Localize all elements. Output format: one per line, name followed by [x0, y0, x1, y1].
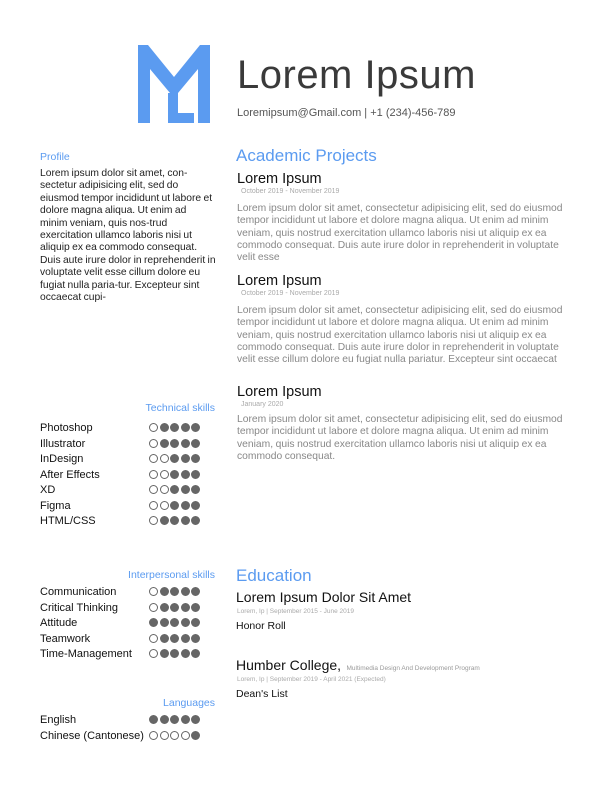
- rating-dot-empty-icon: [149, 439, 158, 448]
- rating-dot-filled-icon: [181, 634, 190, 643]
- rating-dot-filled-icon: [149, 715, 158, 724]
- rating-dot-empty-icon: [160, 470, 169, 479]
- rating-dot-empty-icon: [160, 501, 169, 510]
- project-date: October 2019 - November 2019: [241, 290, 340, 297]
- rating-dot-filled-icon: [170, 649, 179, 658]
- languages-heading: Languages: [163, 697, 215, 709]
- rating-dot-filled-icon: [170, 587, 179, 596]
- skill-row: [40, 514, 216, 530]
- skill-rating: [149, 485, 200, 494]
- project-description: Lorem ipsum dolor sit amet, consectetur adipisicing elit, sed do eiusmod tempor incididunt ut labore et dolore magna aliqua. Ut enim ad minim veniam, quis nostrud exercitation ullamco laboris nisi ut aliquip ex ea commodo consequat. Duis aute irure dolor in reprehenderit in voluptate velit esse: [237, 203, 563, 264]
- project-title: Lorem Ipsum: [237, 273, 322, 289]
- rating-dot-filled-icon: [191, 485, 200, 494]
- rating-dot-empty-icon: [149, 634, 158, 643]
- education-honor: Honor Roll: [236, 620, 286, 632]
- skill-label: XD: [40, 484, 56, 496]
- skill-label: InDesign: [40, 453, 84, 465]
- rating-dot-filled-icon: [160, 649, 169, 658]
- skill-label: Communication: [40, 586, 117, 598]
- rating-dot-filled-icon: [181, 485, 190, 494]
- skill-rating: [149, 587, 200, 596]
- skill-rating: [149, 715, 200, 724]
- rating-dot-empty-icon: [149, 649, 158, 658]
- skill-label: HTML/CSS: [40, 515, 96, 527]
- rating-dot-filled-icon: [191, 516, 200, 525]
- skill-rating: [149, 454, 200, 463]
- skill-row: [40, 421, 216, 437]
- rating-dot-filled-icon: [191, 618, 200, 627]
- rating-dot-empty-icon: [149, 501, 158, 510]
- skill-rating: [149, 634, 200, 643]
- skill-label: Photoshop: [40, 422, 93, 434]
- rating-dot-filled-icon: [160, 603, 169, 612]
- skill-rating: [149, 618, 200, 627]
- rating-dot-filled-icon: [170, 470, 179, 479]
- education-meta: Lorem, Ip | September 2019 - April 2021 (Expected): [237, 676, 386, 683]
- rating-dot-filled-icon: [191, 731, 200, 740]
- candidate-name: Lorem Ipsum: [237, 53, 476, 97]
- skill-rating: [149, 649, 200, 658]
- rating-dot-filled-icon: [160, 618, 169, 627]
- technical-skills-heading: Technical skills: [145, 402, 215, 414]
- rating-dot-filled-icon: [160, 634, 169, 643]
- rating-dot-filled-icon: [181, 618, 190, 627]
- rating-dot-empty-icon: [160, 485, 169, 494]
- skill-rating: [149, 439, 200, 448]
- rating-dot-filled-icon: [191, 439, 200, 448]
- rating-dot-filled-icon: [181, 423, 190, 432]
- profile-text: Lorem ipsum dolor sit amet, con-sectetur adipisicing elit, sed do eiusmod tempor incididunt ut labore et dolore magna aliqua. Ut enim ad minim veniam, quis nos-trud exercitation ullamco laboris nisi ut aliquip ex ea commodo consequat. Duis aute irure dolor in reprehenderit in voluptate velit esse cillum dolore eu fugiat nulla paria-tur. Excepteur sint occaecat cupi-: [40, 168, 216, 304]
- skill-row: [40, 616, 216, 632]
- skill-rating: [149, 501, 200, 510]
- skill-row: [40, 499, 216, 515]
- rating-dot-filled-icon: [170, 423, 179, 432]
- rating-dot-filled-icon: [160, 715, 169, 724]
- project-description: Lorem ipsum dolor sit amet, consectetur adipisicing elit, sed do eiusmod tempor incididunt ut labore et dolore magna aliqua. Ut enim ad minim veniam, quis nostrud exercitation ullamco laboris nisi ut aliquip ex ea commodo consequat. Duis aute irure dolor in reprehenderit in voluptate velit esse cillum dolore eu fugiat nulla pariatur. Excepteur sint occaecat: [237, 305, 563, 366]
- skill-row: [40, 585, 216, 601]
- rating-dot-filled-icon: [191, 423, 200, 432]
- rating-dot-empty-icon: [149, 470, 158, 479]
- rating-dot-filled-icon: [191, 715, 200, 724]
- project-description: Lorem ipsum dolor sit amet, consectetur adipisicing elit, sed do eiusmod tempor incididunt ut labore et dolore magna aliqua. Ut enim ad minim veniam, quis nostrud exercitation ullamco laboris nisi ut aliquip ex ea commodo consequat.: [237, 414, 563, 462]
- rating-dot-filled-icon: [191, 649, 200, 658]
- education-program: Multimedia Design And Development Program: [346, 665, 480, 672]
- rating-dot-empty-icon: [160, 731, 169, 740]
- rating-dot-filled-icon: [191, 603, 200, 612]
- rating-dot-empty-icon: [149, 731, 158, 740]
- rating-dot-filled-icon: [170, 485, 179, 494]
- education-title: Humber College,: [236, 657, 342, 673]
- rating-dot-filled-icon: [181, 439, 190, 448]
- skill-row: [40, 483, 216, 499]
- skill-label: Illustrator: [40, 437, 86, 450]
- rating-dot-filled-icon: [149, 618, 158, 627]
- skill-label: Chinese (Cantonese): [40, 729, 144, 742]
- rating-dot-filled-icon: [191, 454, 200, 463]
- project-title: Lorem Ipsum: [237, 171, 322, 187]
- skill-row: [40, 601, 216, 617]
- rating-dot-filled-icon: [170, 439, 179, 448]
- rating-dot-filled-icon: [160, 423, 169, 432]
- rating-dot-filled-icon: [181, 516, 190, 525]
- skill-label: Figma: [40, 499, 71, 512]
- rating-dot-filled-icon: [170, 634, 179, 643]
- education-title: Lorem Ipsum Dolor Sit Amet: [236, 589, 412, 605]
- rating-dot-empty-icon: [149, 485, 158, 494]
- skill-label: Teamwork: [40, 632, 91, 645]
- rating-dot-empty-icon: [149, 603, 158, 612]
- rating-dot-empty-icon: [181, 731, 190, 740]
- rating-dot-empty-icon: [149, 587, 158, 596]
- rating-dot-filled-icon: [191, 634, 200, 643]
- project-item: [237, 171, 567, 264]
- rating-dot-filled-icon: [170, 501, 179, 510]
- skill-row: [40, 452, 216, 468]
- skill-rating: [149, 516, 200, 525]
- skill-label: Critical Thinking: [40, 601, 119, 614]
- rating-dot-filled-icon: [181, 587, 190, 596]
- rating-dot-filled-icon: [160, 587, 169, 596]
- skill-label: Attitude: [40, 617, 78, 629]
- skill-label: After Effects: [40, 468, 100, 481]
- rating-dot-empty-icon: [160, 454, 169, 463]
- education-meta: Lorem, Ip | September 2015 - June 2019: [237, 608, 354, 615]
- skill-rating: [149, 470, 200, 479]
- rating-dot-filled-icon: [170, 516, 179, 525]
- education-item: [236, 657, 576, 700]
- skill-row: [40, 468, 216, 484]
- rating-dot-filled-icon: [170, 454, 179, 463]
- rating-dot-filled-icon: [170, 603, 179, 612]
- interpersonal-skills-list: [40, 585, 216, 663]
- rating-dot-filled-icon: [160, 439, 169, 448]
- skill-row: [40, 713, 216, 729]
- profile-heading: Profile: [40, 151, 70, 163]
- rating-dot-filled-icon: [181, 501, 190, 510]
- rating-dot-filled-icon: [181, 454, 190, 463]
- languages-list: [40, 713, 216, 744]
- education-item: [236, 589, 576, 632]
- skill-label: Time-Management: [40, 648, 132, 660]
- project-title: Lorem Ipsum: [237, 384, 322, 400]
- rating-dot-empty-icon: [149, 454, 158, 463]
- rating-dot-filled-icon: [191, 501, 200, 510]
- rating-dot-filled-icon: [191, 587, 200, 596]
- skill-row: [40, 647, 216, 663]
- education-honor: Dean's List: [236, 688, 288, 700]
- education-heading: Education: [236, 566, 312, 585]
- rating-dot-filled-icon: [181, 603, 190, 612]
- rating-dot-empty-icon: [170, 731, 179, 740]
- logo-icon: [138, 45, 210, 123]
- skill-row: [40, 729, 216, 745]
- skill-row: [40, 437, 216, 453]
- skill-rating: [149, 603, 200, 612]
- rating-dot-filled-icon: [191, 470, 200, 479]
- rating-dot-filled-icon: [170, 715, 179, 724]
- project-date: October 2019 - November 2019: [241, 188, 340, 195]
- interpersonal-skills-heading: Interpersonal skills: [128, 569, 215, 581]
- rating-dot-filled-icon: [181, 715, 190, 724]
- rating-dot-empty-icon: [149, 423, 158, 432]
- technical-skills-list: [40, 421, 216, 530]
- contact-info: Loremipsum@Gmail.com | +1 (234)-456-789: [237, 107, 456, 119]
- project-item: [237, 273, 567, 366]
- skill-row: [40, 632, 216, 648]
- skill-rating: [149, 423, 200, 432]
- skill-label: English: [40, 714, 77, 726]
- rating-dot-filled-icon: [181, 649, 190, 658]
- rating-dot-filled-icon: [181, 470, 190, 479]
- rating-dot-filled-icon: [170, 618, 179, 627]
- skill-rating: [149, 731, 200, 740]
- rating-dot-filled-icon: [160, 516, 169, 525]
- academic-projects-heading: Academic Projects: [236, 146, 377, 165]
- project-date: January 2020: [241, 401, 284, 408]
- rating-dot-empty-icon: [149, 516, 158, 525]
- project-item: [237, 384, 567, 463]
